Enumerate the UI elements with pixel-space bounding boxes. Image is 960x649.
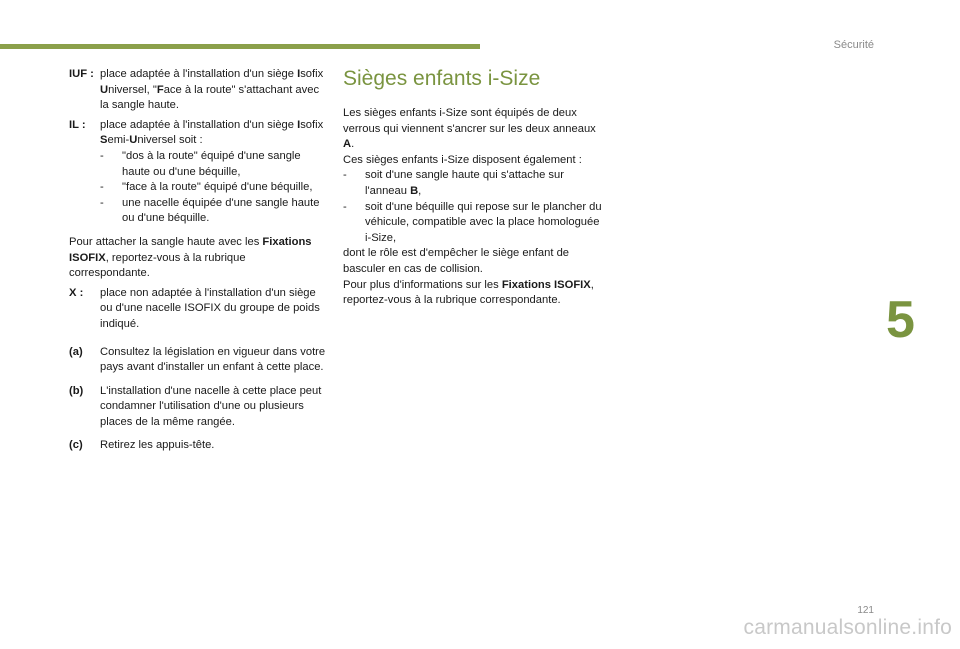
section-heading: Sièges enfants i-Size: [343, 67, 541, 90]
chapter-number: 5: [886, 291, 915, 349]
definition-text: place non adaptée à l'installation d'un siège ou d'une nacelle ISOFIX du groupe de poids indiqué.: [100, 286, 320, 330]
note-term: (a): [69, 345, 83, 358]
note-text: L'installation d'une nacelle à cette place peut condamner l'utilisation d'une ou plusieurs places de la même rangée.: [100, 384, 322, 428]
list-item: - soit d'une béquille qui repose sur le plancher du véhicule, compatible avec la place homologuée i-Size,: [343, 200, 603, 247]
definition-term: IL :: [69, 118, 86, 131]
watermark: carmanualsonline.info: [743, 616, 952, 639]
note-a: [69, 345, 327, 376]
note-text: Consultez la législation en vigueur dans votre pays avant d'installer un enfant à cette place.: [100, 345, 326, 374]
definition-iuf: [69, 67, 327, 114]
note-b: [69, 384, 327, 431]
page-number: 121: [857, 605, 874, 616]
note-text: Retirez les appuis-tête.: [100, 439, 215, 452]
il-options-list: [100, 149, 327, 227]
paragraph: Pour plus d'informations sur les Fixations ISOFIX, reportez-vous à la rubrique correspondante.: [343, 278, 594, 307]
right-column: [343, 67, 603, 309]
definition-x: [69, 286, 327, 333]
list-item: - "face à la route" équipé d'une béquille,: [100, 180, 327, 196]
section-title: Sécurité: [833, 39, 874, 51]
definition-text: place adaptée à l'installation d'un siège Isofix Universel, "Face à la route" s'attachant avec la sangle haute.: [100, 68, 324, 112]
list-item: - une nacelle équipée d'une sangle haute ou d'une béquille.: [100, 196, 327, 227]
note-term: (b): [69, 384, 84, 397]
list-item: - soit d'une sangle haute qui s'attache sur l'anneau B,: [343, 168, 603, 199]
definition-il: [69, 118, 327, 227]
definition-term: X :: [69, 286, 84, 299]
note-term: (c): [69, 439, 83, 452]
left-column: [69, 67, 327, 454]
isofix-paragraph: Pour attacher la sangle haute avec les Fixations ISOFIX, reportez-vous à la rubrique correspondante.: [69, 235, 312, 280]
isize-options-list: [343, 168, 603, 246]
paragraph: Les sièges enfants i-Size sont équipés de deux verrous qui viennent s'ancrer sur les deux anneaux A.: [343, 107, 596, 151]
paragraph: dont le rôle est d'empêcher le siège enfant de basculer en cas de collision.: [343, 247, 570, 275]
paragraph: Ces sièges enfants i-Size disposent également :: [343, 153, 582, 166]
definition-text: place adaptée à l'installation d'un siège Isofix Semi-Universel soit : - "dos à la route" équipé d'une sangle haute ou d'une béquille, - "face à la route" équipé d'une béquille, - une nacelle équipée d'une sangle haute ou d'une béquille.: [100, 118, 327, 227]
definition-term: IUF :: [69, 68, 94, 80]
header-accent-bar: [0, 44, 480, 49]
note-c: [69, 438, 327, 454]
list-item: - "dos à la route" équipé d'une sangle haute ou d'une béquille,: [100, 149, 327, 180]
